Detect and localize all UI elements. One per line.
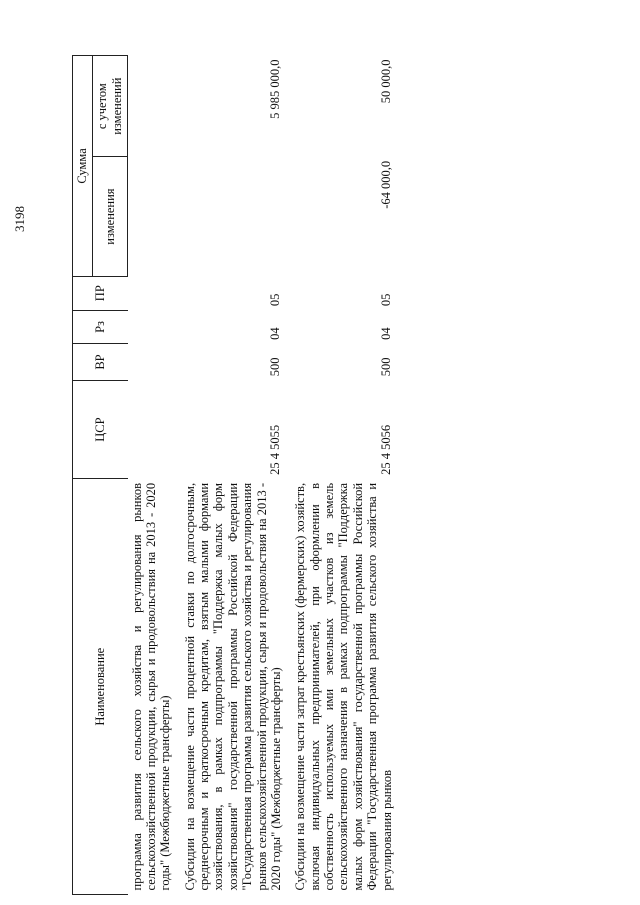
- row-rz: [128, 310, 175, 344]
- row-rz: 04: [268, 327, 283, 340]
- row-name: Субсидии на возмещение части процентной ставки по долгосрочным, среднесрочным и краткосрочным кредитам, взятым малыми формами хозяйствования, в рамках подпрограммы "Поддержка малых форм хозяйствования" государственной программы Российской Федерации "Государственная программа развития сельского хозяйства и регулирования рынков сельскохозяйственной продукции, сырья и продовольствия на 2013 - 2020 годы" (Межбюджетные трансферты): [182, 482, 283, 891]
- header-vr: ВР: [73, 344, 128, 380]
- row-change: [128, 157, 175, 276]
- header-total: с учетом изменений: [93, 56, 128, 157]
- header-pr: ПР: [73, 276, 128, 310]
- header-sum: Сумма: [73, 56, 93, 277]
- header-change: изменения: [93, 157, 128, 276]
- row-vr: 500: [268, 357, 283, 377]
- row-rz: 04: [378, 327, 393, 340]
- budget-table-sheet: [72, 55, 612, 895]
- row-name: программа развития сельского хозяйства и регулирования рынков сельскохозяйственной продукции, сырья и продовольствия на 2013 - 2020 годы" (Межбюджетные трансферты): [129, 482, 173, 891]
- row-pr: 05: [268, 293, 283, 307]
- row-total: 5 985 000,0: [268, 59, 283, 119]
- row-total: 50 000,0: [378, 59, 393, 104]
- header-name: Наименование: [73, 479, 128, 895]
- row-total: [128, 56, 175, 157]
- row-pr: 05: [378, 293, 393, 307]
- row-vr: [128, 344, 175, 380]
- row-vr: 500: [378, 357, 393, 377]
- row-csr: 25 4 5056: [378, 424, 393, 475]
- row-change: -64 000,0: [378, 160, 393, 209]
- table-row: [128, 56, 175, 895]
- header-rz: Рз: [73, 310, 128, 344]
- table-header: [73, 56, 128, 895]
- row-name: Субсидии на возмещение части затрат крестьянских (фермерских) хозяйств, включая индивидуальных предпринимателей, при оформлении в собственность используемых ими земельных участков из земель сельскохозяйственного назначения в рамках подпрограммы "Поддержка малых форм хозяйствования" государственной программы Российской Федерации "Государственная программа развития сельского хозяйства и регулирования рынков: [293, 482, 394, 891]
- page-number: 3198: [12, 206, 27, 232]
- budget-table: [72, 55, 396, 895]
- row-change: [175, 157, 286, 276]
- table-row: [175, 56, 286, 895]
- header-csr: ЦСР: [73, 380, 128, 479]
- row-csr: [128, 380, 175, 479]
- row-pr: [128, 276, 175, 310]
- row-csr: 25 4 5055: [268, 424, 283, 475]
- table-row: [285, 56, 396, 895]
